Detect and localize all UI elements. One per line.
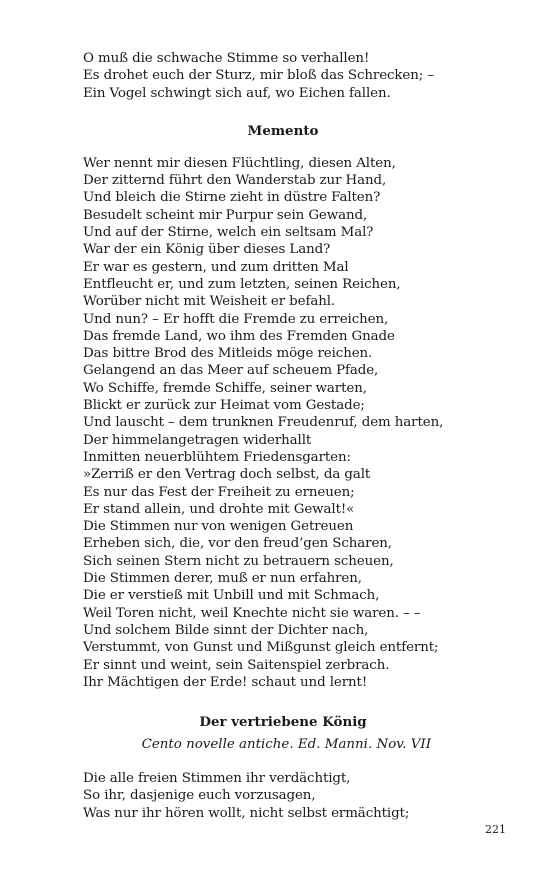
verse-line: Der himmelangetragen widerhallt [83,432,312,448]
verse-line: Blickt er zurück zur Heimat vom Gestade; [83,398,365,414]
verse-line: Ein Vogel schwingt sich auf, wo Eichen fallen. [83,85,391,101]
verse-line: Er war es gestern, und zum dritten Mal [83,259,349,275]
poem-title-memento: Memento [247,122,319,139]
verse-line: Sich seinen Stern nicht zu betrauern scheuen, [83,553,394,569]
verse-line: Und auf der Stirne, welch ein seltsam Mal? [83,225,374,241]
page-body [83,50,483,822]
verse-line: Wo Schiffe, fremde Schiffe, seiner warten, [83,380,367,396]
verse-line: Und nun? – Er hofft die Fremde zu erreichen, [83,311,389,327]
verse-line: Wer nennt mir diesen Flüchtling, diesen Alten, [83,155,396,171]
verse-line: Es nur das Fest der Freiheit zu erneuen; [83,484,355,500]
verse-line: Es drohet euch der Sturz, mir bloß das Schrecken; – [83,68,434,84]
verse-line: Worüber nicht mit Weisheit er befahl. [83,294,336,310]
verse-line: So ihr, dasjenige euch vorzusagen, [83,788,316,804]
verse-line: Besudelt scheint mir Purpur sein Gewand, [83,207,368,223]
verse-line: »Zerriß er den Vertrag doch selbst, da galt [83,467,371,483]
verse-line: Die Stimmen derer, muß er nun erfahren, [83,571,362,587]
verse-line: Und bleich die Stirne zieht in düstre Falten? [83,190,381,206]
verse-line: Erheben sich, die, vor den freud’gen Scharen, [83,536,392,552]
verse-line: War der ein König über dieses Land? [83,242,331,258]
page-number: 221 [485,823,506,836]
verse-line: Er sinnt und weint, sein Saitenspiel zerbrach. [83,657,390,673]
verse-line: Die alle freien Stimmen ihr verdächtigt, [83,771,351,787]
verse-line: Der zitternd führt den Wanderstab zur Hand, [83,173,387,189]
poem-memento [83,155,483,691]
verse-line: Und lauscht – dem trunknen Freudenruf, dem harten, [83,415,444,431]
verse-line: Was nur ihr hören wollt, nicht selbst ermächtigt; [83,805,410,821]
verse-line: Gelangend an das Meer auf scheuem Pfade, [83,363,379,379]
verse-line: Weil Toren nicht, weil Knechte nicht sie waren. – – [83,605,421,621]
verse-line: Er stand allein, und drohte mit Gewalt!« [83,501,355,517]
verse-line: Verstummt, von Gunst und Mißgunst gleich entfernt; [83,640,439,656]
verse-line: Entfleucht er, und zum letzten, seinen Reichen, [83,276,401,292]
verse-line: Ihr Mächtigen der Erde! schaut und lernt! [83,674,368,690]
poem-subtitle: Cento novelle antiche. Ed. Manni. Nov. VII [141,737,431,753]
opening-stanza [83,50,483,102]
verse-line: O muß die schwache Stimme so verhallen! [83,51,370,66]
verse-line: Die er verstieß mit Unbill und mit Schmach, [83,588,380,604]
poem-title-koenig: Der vertriebene König [199,714,367,731]
verse-line: Inmitten neuerblühtem Friedensgarten: [83,449,351,465]
verse-line: Das fremde Land, wo ihm des Fremden Gnade [83,328,395,344]
verse-line: Die Stimmen nur von wenigen Getreuen [83,519,354,535]
verse-line: Das bittre Brod des Mitleids möge reichen. [83,346,373,362]
verse-line: Und solchem Bilde sinnt der Dichter nach, [83,622,369,638]
poem-koenig [83,770,483,822]
